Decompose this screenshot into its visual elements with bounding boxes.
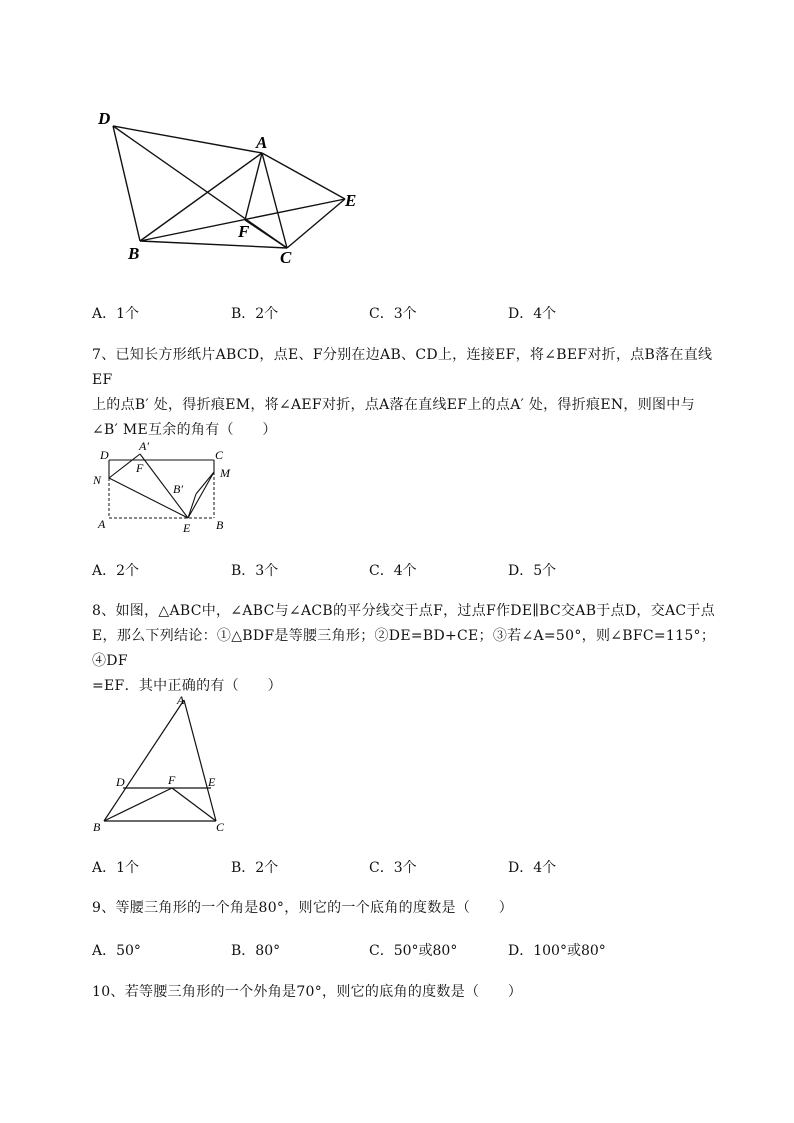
label-E: E xyxy=(208,775,216,789)
label-F: F xyxy=(238,222,250,241)
question-9 xyxy=(92,896,732,921)
q9-option-a: A．50° xyxy=(92,943,141,959)
q7-line-2: 上的点B′ 处，得折痕EM，将∠AEF对折，点A落在直线EF上的点A′ 处，得折痕EN，则图中与 xyxy=(92,397,695,413)
label-A: A xyxy=(177,693,185,707)
label-N: N xyxy=(93,473,102,487)
q7-line-3: ∠B′ ME互余的角有（ ） xyxy=(92,422,277,438)
q8-option-d: D．4个 xyxy=(508,860,557,876)
label-M: M xyxy=(220,466,230,480)
label-B: B xyxy=(216,518,224,532)
q9-options xyxy=(92,940,712,962)
q7-option-a: A．2个 xyxy=(92,563,140,579)
q6-option-c: C．3个 xyxy=(369,306,417,322)
label-A-prime: A′ xyxy=(139,439,149,453)
q8-options xyxy=(92,857,712,879)
label-D: D xyxy=(116,775,125,789)
question-8 xyxy=(92,599,732,699)
figure-rectangle-fold xyxy=(88,438,248,538)
label-C: C xyxy=(216,820,225,834)
q7-options xyxy=(92,560,712,582)
q9-option-b: B．80° xyxy=(231,943,281,959)
q10-text: 10、若等腰三角形的一个外角是70°，则它的底角的度数是（ ） xyxy=(92,984,523,1000)
q8-line-1: 8、如图，△ABC中，∠ABC与∠ACB的平分线交于点F，过点F作DE∥BC交AB于点D，交AC于点 xyxy=(92,603,716,619)
q7-option-c: C．4个 xyxy=(369,563,417,579)
q8-option-b: B．2个 xyxy=(231,860,279,876)
q6-option-a: A．1个 xyxy=(92,306,140,322)
label-B: B xyxy=(93,820,101,834)
q9-option-c: C．50°或80° xyxy=(369,943,458,959)
question-7 xyxy=(92,343,732,443)
question-10 xyxy=(92,980,732,1005)
q8-option-a: A．1个 xyxy=(92,860,140,876)
q9-option-d: D．100°或80° xyxy=(508,943,606,959)
label-A: A xyxy=(98,517,106,531)
q7-option-b: B．3个 xyxy=(231,563,279,579)
label-F: F xyxy=(168,773,176,787)
q6-option-b: B．2个 xyxy=(231,306,279,322)
label-E: E xyxy=(345,191,357,210)
label-A: A xyxy=(256,133,268,152)
label-D: D xyxy=(100,448,109,462)
q7-option-d: D．5个 xyxy=(508,563,557,579)
label-E: E xyxy=(183,521,191,535)
figure-triangle-abc xyxy=(88,690,238,840)
figure-quadrilateral xyxy=(90,100,380,270)
label-B: B xyxy=(128,244,140,263)
q6-options xyxy=(92,303,712,325)
q6-option-d: D．4个 xyxy=(508,306,557,322)
q9-text: 9、等腰三角形的一个角是80°，则它的一个底角的度数是（ ） xyxy=(92,900,514,916)
q8-option-c: C．3个 xyxy=(369,860,417,876)
q8-line-3: =EF．其中正确的有（ ） xyxy=(92,678,282,694)
label-C: C xyxy=(280,248,292,267)
q7-line-1: 7、已知长方形纸片ABCD，点E、F分别在边AB、CD上，连接EF，将∠BEF对折，点B落在直线EF xyxy=(92,347,713,388)
label-F: F xyxy=(136,461,144,475)
label-B-prime: B′ xyxy=(173,482,183,496)
label-D: D xyxy=(98,109,111,128)
label-C: C xyxy=(215,448,224,462)
q8-line-2: E，那么下列结论：①△BDF是等腰三角形；②DE=BD+CE；③若∠A=50°，则∠BFC=115°；④DF xyxy=(92,628,716,669)
